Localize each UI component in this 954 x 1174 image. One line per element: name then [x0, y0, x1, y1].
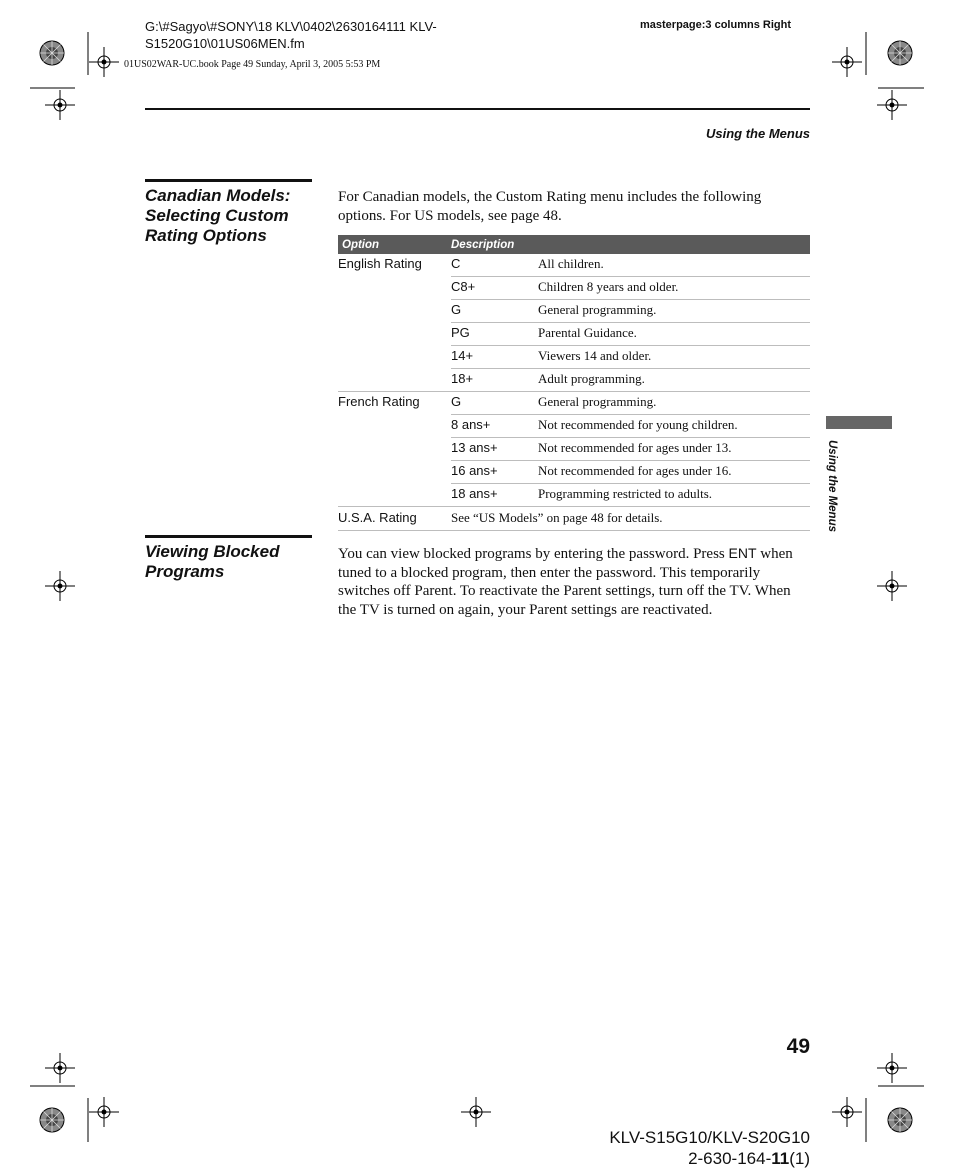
section2-rule: [145, 535, 312, 538]
rating-group: [338, 346, 451, 369]
rating-description: Children 8 years and older.: [538, 277, 810, 300]
intro-page-ref: 48: [542, 207, 558, 224]
model-info: [609, 1127, 810, 1169]
rating-group: French Rating: [338, 394, 420, 409]
rating-group: [338, 461, 451, 484]
rating-description: Parental Guidance.: [538, 323, 810, 346]
column-header-option: Option: [338, 235, 451, 254]
part-code: [609, 1148, 810, 1169]
rating-group: [338, 438, 451, 461]
rating-code: PG: [451, 323, 538, 346]
part-code-revision: 11: [771, 1149, 790, 1168]
rating-code: 16 ans+: [451, 461, 538, 484]
running-head: Using the Menus: [705, 126, 810, 141]
table-row: [338, 392, 810, 415]
section1-rule: [145, 179, 312, 182]
rating-description: General programming.: [538, 392, 810, 415]
rating-group: [338, 369, 451, 392]
rating-description: Not recommended for ages under 16.: [538, 461, 810, 484]
rating-description: Not recommended for ages under 13.: [538, 438, 810, 461]
file-path: [145, 18, 485, 52]
rating-code: 8 ans+: [451, 415, 538, 438]
table-row: [338, 300, 810, 323]
table-row: [338, 507, 810, 531]
intro-end: .: [557, 207, 562, 224]
rating-code: C: [451, 254, 538, 277]
file-path-line1: G:\#Sagyo\#SONY\18 KLV\0402\2630164111 KLV-: [145, 19, 437, 34]
rating-description: Viewers 14 and older.: [538, 346, 810, 369]
rating-group: U.S.A. Rating: [338, 507, 451, 531]
section2-body: [338, 544, 810, 619]
table-row: [338, 461, 810, 484]
rating-code: 18+: [451, 369, 538, 392]
table-header-row: [338, 235, 810, 254]
column-header-description: Description: [451, 235, 810, 254]
section1-heading: Canadian Models: Selecting Custom Rating Options: [145, 186, 291, 245]
body-text-end: when tuned to a blocked program, then enter the password. This temporarily switches off Parent. To reactivate the Parent settings, turn off the TV. When the TV is turned on again, your Parent settings are reactivated.: [338, 546, 793, 618]
side-tab-label: Using the Menus: [826, 440, 838, 533]
intro-text: For Canadian models, the Custom Rating menu includes the following options. For US models, see page: [338, 189, 762, 224]
rating-code: G: [451, 392, 538, 415]
header-rule: [145, 108, 810, 110]
table-row: [338, 323, 810, 346]
rating-description: See “US Models” on page 48 for details.: [451, 507, 810, 531]
ent-key-label: ENT: [728, 545, 757, 561]
table-row: [338, 346, 810, 369]
table-row: [338, 277, 810, 300]
rating-group: [338, 277, 451, 300]
custom-rating-table: [338, 235, 810, 531]
rating-group: [338, 300, 451, 323]
masterpage-label: masterpage:3 columns Right: [640, 19, 791, 31]
table-row: [338, 254, 810, 277]
model-number: KLV-S15G10/KLV-S20G10: [609, 1128, 810, 1147]
table-row: [338, 369, 810, 392]
rating-description: General programming.: [538, 300, 810, 323]
part-code-start: 2-630-164-: [688, 1149, 772, 1168]
rating-description: All children.: [538, 254, 810, 277]
rating-description: Adult programming.: [538, 369, 810, 392]
rating-group: [338, 323, 451, 346]
rating-group: [338, 415, 451, 438]
file-path-line2: S1520G10\01US06MEN.fm: [145, 36, 305, 51]
rating-code: G: [451, 300, 538, 323]
table-row: [338, 484, 810, 507]
table-row: [338, 415, 810, 438]
body-text-start: You can view blocked programs by entering the password. Press: [338, 546, 729, 562]
rating-description: Not recommended for young children.: [538, 415, 810, 438]
book-stamp: 01US02WAR-UC.book Page 49 Sunday, April 3, 2005 5:53 PM: [124, 59, 381, 70]
rating-code: 14+: [451, 346, 538, 369]
rating-code: 18 ans+: [451, 484, 538, 507]
side-tab-bar: [826, 416, 892, 429]
table-row: [338, 438, 810, 461]
section1-intro: [338, 188, 810, 225]
rating-group: English Rating: [338, 256, 422, 271]
rating-group: [338, 484, 451, 507]
rating-description: Programming restricted to adults.: [538, 484, 810, 507]
section2-heading: Viewing Blocked Programs: [145, 542, 280, 581]
part-code-suffix: (1): [789, 1149, 810, 1168]
rating-code: 13 ans+: [451, 438, 538, 461]
rating-code: C8+: [451, 277, 538, 300]
page-number: 49: [786, 1035, 810, 1058]
